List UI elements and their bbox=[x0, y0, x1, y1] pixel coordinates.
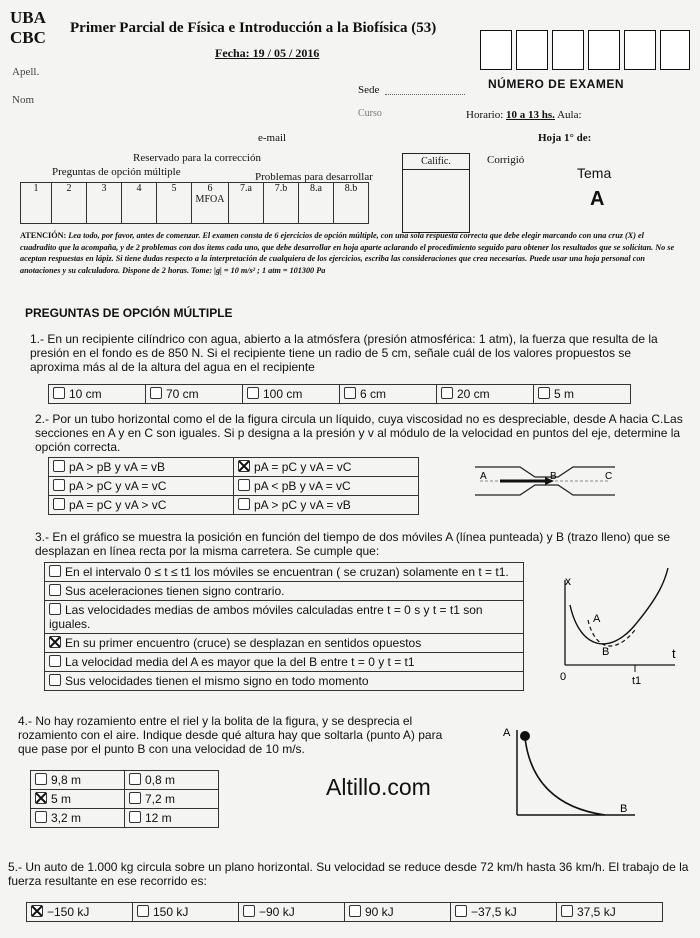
correction-grid: 1 2 3 4 5 6 MFOA 7.a 7.b 8.a 8.b bbox=[20, 182, 369, 224]
hoja-label: Hoja 1° de: bbox=[538, 132, 592, 144]
checkbox-checked-icon[interactable] bbox=[31, 905, 43, 917]
q5-option-2[interactable]: 150 kJ bbox=[133, 903, 239, 922]
horario: Horario: 10 a 13 hs. Aula: bbox=[466, 109, 582, 121]
corrigio-label: Corrigió bbox=[487, 154, 525, 166]
checkbox-icon[interactable] bbox=[129, 792, 141, 804]
checkbox-icon[interactable] bbox=[561, 905, 573, 917]
q2-option-6[interactable]: pA > pC y vA = vB bbox=[234, 496, 419, 515]
exam-number-label: NÚMERO DE EXAMEN bbox=[488, 77, 625, 91]
tema-label: Tema bbox=[577, 165, 612, 181]
university-label: UBA CBC bbox=[10, 8, 46, 47]
checkbox-checked-icon[interactable] bbox=[35, 792, 47, 804]
q3-option-6[interactable]: Sus velocidades tienen el mismo signo en todo momento bbox=[45, 672, 524, 691]
q4-option-3[interactable]: 5 m bbox=[31, 790, 125, 809]
attention-text: ATENCIÓN: Lea todo, por favor, antes de comenzar. El examen consta de 6 ejercicios de opción múltiple, con una sola respuesta correcta que debe elegir marcando con una cruz (X) el cuadradito que la acompaña, y de 2 problemas con dos ítems cada uno, que debe desarrollar en hoja aparte aclarando el procedimiento seguido para obtener los resultados que se solicitan. No se aceptan respuestas en lápiz. Si tiene dudas respecto a la interpretación de cualquiera de los ejercicios, escriba las consideraciones que crea necesarias. Puede usar una hoja personal con anotaciones y su calculadora. Dispone de 2 horas. Tome: |g| = 10 m/s² ; 1 atm = 101300 Pa bbox=[20, 231, 675, 275]
checkbox-icon[interactable] bbox=[129, 773, 141, 785]
q5-option-1[interactable]: −150 kJ bbox=[27, 903, 133, 922]
calific-box: Calific. bbox=[402, 153, 470, 233]
checkbox-icon[interactable] bbox=[441, 387, 453, 399]
q4-option-1[interactable]: 9,8 m bbox=[31, 771, 125, 790]
sede-field[interactable] bbox=[385, 94, 465, 95]
q5-text: 5.- Un auto de 1.000 kg circula sobre un plano horizontal. Su velocidad se reduce desde 72 km/h hasta 36 km/h. El trabajo de la fuerza resultante en ese recorrido es: bbox=[8, 860, 689, 888]
checkbox-icon[interactable] bbox=[344, 387, 356, 399]
reserved-label: Reservado para la corrección bbox=[133, 152, 261, 164]
q2-option-4[interactable]: pA < pB y vA = vC bbox=[234, 477, 419, 496]
checkbox-icon[interactable] bbox=[49, 655, 61, 667]
tema-value: A bbox=[590, 188, 605, 210]
rail-figure bbox=[495, 720, 645, 825]
tube-label-a: A bbox=[480, 471, 487, 482]
q5-option-3[interactable]: −90 kJ bbox=[239, 903, 345, 922]
checkbox-icon[interactable] bbox=[247, 387, 259, 399]
q1-option-4[interactable]: 6 cm bbox=[340, 385, 437, 404]
q4-option-6[interactable]: 12 m bbox=[125, 809, 219, 828]
q4-options bbox=[30, 770, 219, 828]
checkbox-icon[interactable] bbox=[129, 811, 141, 823]
checkbox-icon[interactable] bbox=[49, 603, 61, 615]
sede-label: Sede bbox=[358, 84, 380, 96]
checkbox-icon[interactable] bbox=[238, 498, 250, 510]
checkbox-icon[interactable] bbox=[49, 565, 61, 577]
q1-options bbox=[48, 384, 631, 404]
q3-option-1[interactable]: En el intervalo 0 ≤ t ≤ t1 los móviles se encuentran ( se cruzan) solamente en t = t1. bbox=[45, 563, 524, 582]
checkbox-icon[interactable] bbox=[53, 498, 65, 510]
q5-option-6[interactable]: 37,5 kJ bbox=[557, 903, 663, 922]
q3-options bbox=[44, 562, 524, 691]
q3-option-2[interactable]: Sus aceleraciones tienen signo contrario. bbox=[45, 582, 524, 601]
q5-option-5[interactable]: −37,5 kJ bbox=[451, 903, 557, 922]
graph-a-label: A bbox=[593, 613, 601, 625]
q2-option-1[interactable]: pA > pB y vA = vB bbox=[49, 458, 234, 477]
graph-x-label: x bbox=[565, 574, 571, 588]
q3-text: 3.- En el gráfico se muestra la posición en función del tiempo de dos móviles A (línea punteada) y B (trazo lleno) que se desplazan en línea recta por la misma carretera. Se cumple que: bbox=[35, 530, 671, 558]
q1-option-3[interactable]: 100 cm bbox=[243, 385, 340, 404]
tube-label-b: B bbox=[550, 471, 557, 482]
checkbox-icon[interactable] bbox=[455, 905, 467, 917]
rail-label-a: A bbox=[503, 727, 511, 739]
checkbox-icon[interactable] bbox=[49, 674, 61, 686]
tube-label-c: C bbox=[605, 471, 613, 482]
q3-option-4[interactable]: En su primer encuentro (cruce) se desplazan en sentidos opuestos bbox=[45, 634, 524, 653]
checkbox-icon[interactable] bbox=[53, 460, 65, 472]
email-label: e-mail bbox=[258, 132, 287, 144]
q4-text: 4.- No hay rozamiento entre el riel y la bolita de la figura, y se desprecia el rozamiento con el aire. Indique desde qué altura hay que soltarla (punto A) para que pase por el punto B con una velocidad de 10 m/s. bbox=[18, 714, 443, 756]
q3-option-5[interactable]: La velocidad media del A es mayor que la del B entre t = 0 y t = t1 bbox=[45, 653, 524, 672]
checkbox-icon[interactable] bbox=[349, 905, 361, 917]
checkbox-icon[interactable] bbox=[53, 387, 65, 399]
checkbox-icon[interactable] bbox=[53, 479, 65, 491]
graph-origin-label: 0 bbox=[560, 671, 567, 683]
apellido-label: Apell. bbox=[12, 66, 40, 78]
q2-option-5[interactable]: pA = pC y vA > vC bbox=[49, 496, 234, 515]
q1-text: 1.- En un recipiente cilíndrico con agua, abierto a la atmósfera (presión atmosférica: 1 atm), la fuerza que resulta de la presión en el fondo es de 850 N. Si el recipiente tiene un radio de 5 cm, señale cuál de los valores propuestos se aproxima más al de la altura del agua en el recipiente bbox=[30, 332, 658, 374]
q4-option-5[interactable]: 3,2 m bbox=[31, 809, 125, 828]
nombre-label: Nom bbox=[12, 94, 34, 106]
checkbox-icon[interactable] bbox=[538, 387, 550, 399]
exam-title: Primer Parcial de Física e Introducción a la Biofísica (53) bbox=[70, 20, 437, 36]
q1-option-6[interactable]: 5 m bbox=[534, 385, 631, 404]
q1-option-5[interactable]: 20 cm bbox=[437, 385, 534, 404]
checkbox-icon[interactable] bbox=[243, 905, 255, 917]
checkbox-icon[interactable] bbox=[35, 773, 47, 785]
rail-label-b: B bbox=[620, 803, 628, 815]
q2-option-2[interactable]: pA = pC y vA = vC bbox=[234, 458, 419, 477]
curso-label: Curso bbox=[358, 108, 382, 119]
q5-options bbox=[26, 902, 663, 922]
checkbox-icon[interactable] bbox=[238, 479, 250, 491]
q1-option-2[interactable]: 70 cm bbox=[146, 385, 243, 404]
position-time-graph bbox=[540, 560, 690, 690]
checkbox-icon[interactable] bbox=[35, 811, 47, 823]
checkbox-icon[interactable] bbox=[137, 905, 149, 917]
section-title: PREGUNTAS DE OPCIÓN MÚLTIPLE bbox=[25, 306, 233, 320]
q5-option-4[interactable]: 90 kJ bbox=[345, 903, 451, 922]
q4-option-4[interactable]: 7,2 m bbox=[125, 790, 219, 809]
q2-text: 2.- Por un tubo horizontal como el de la figura circula un líquido, cuya viscosidad no es despreciable, desde A hacia C.Las secciones en A y en C son iguales. Si p designa a la presión y v al módulo de la velocidad en puntos del eje, determine la opción correcta. bbox=[35, 412, 683, 454]
checkbox-icon[interactable] bbox=[49, 584, 61, 596]
mc-label: Preguntas de opción múltiple bbox=[52, 166, 181, 178]
q1-option-1[interactable]: 10 cm bbox=[49, 385, 146, 404]
q2-options bbox=[48, 457, 419, 515]
graph-t-label: t bbox=[672, 646, 676, 661]
checkbox-checked-icon[interactable] bbox=[49, 636, 61, 648]
graph-b-label: B bbox=[602, 646, 610, 658]
graph-t1-label: t1 bbox=[632, 675, 642, 687]
q4-option-2[interactable]: 0,8 m bbox=[125, 771, 219, 790]
dev-label: Problemas para desarrollar bbox=[255, 171, 373, 183]
checkbox-icon[interactable] bbox=[150, 387, 162, 399]
q3-option-3[interactable]: Las velocidades medias de ambos móviles calculadas entre t = 0 s y t = t1 son iguales. bbox=[45, 601, 524, 634]
watermark: Altillo.com bbox=[326, 774, 431, 800]
exam-date: Fecha: 19 / 05 / 2016 bbox=[215, 46, 320, 60]
checkbox-checked-icon[interactable] bbox=[238, 460, 250, 472]
tube-figure bbox=[470, 455, 620, 505]
q2-option-3[interactable]: pA > pC y vA = vC bbox=[49, 477, 234, 496]
